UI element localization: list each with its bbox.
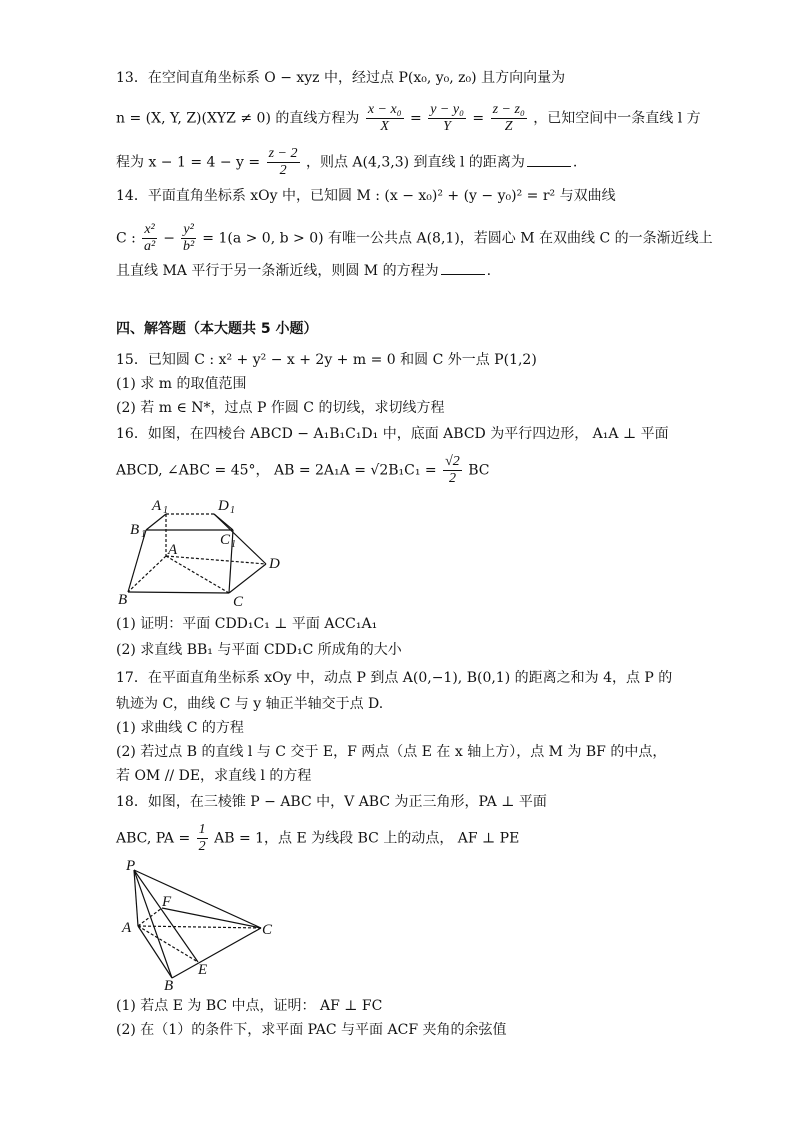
q17-line1: 17．在平面直角坐标系 xOy 中，动点 P 到点 A(0,−1), B(0,1) 的距离之和为 4，点 P 的: [116, 670, 673, 686]
fraction-x2-a2: $\frac{\text{x²}}{\text{a²}}$: [143, 222, 156, 254]
fraction-one-half: $\frac{1}{2}$: [198, 822, 206, 854]
answer-blank[interactable]: [527, 152, 571, 167]
q16-line4: (2) 求直线 BB₁ 与平面 CDD₁C 所成角的大小: [116, 642, 402, 658]
q17-line5: 若 OM // DE，求直线 l 的方程: [116, 768, 312, 784]
svg-text:1: 1: [231, 539, 236, 550]
q14-line2: C : $\frac{\text{x²}}{\text{a²}}$ − $\frac{\text{y²}}{\text{b²}}$ = 1(a > 0, b > 0) 有唯一公共点 A(8,1)，若圆心 M 在双曲线 C 的一条渐近线上: [116, 222, 713, 254]
label-D1: D: [218, 498, 229, 514]
label-C1: C: [220, 532, 231, 548]
label-C: C: [233, 594, 244, 610]
q16-line1: 16．如图，在四棱台 ABCD − A₁B₁C₁D₁ 中，底面 ABCD 为平行四边形， A₁A ⊥ 平面: [116, 426, 669, 442]
section-heading: 四、解答题（本大题共 5 小题）: [116, 321, 318, 337]
fraction-y2-b2: $\frac{\text{y²}}{\text{b²}}$: [183, 222, 195, 254]
q14-line3: 且直线 MA 平行于另一条渐近线，则圆 M 的方程为 .: [116, 260, 491, 281]
label-D: D: [269, 556, 280, 572]
q14-line1: 14．平面直角坐标系 xOy 中，已知圆 M : (x − x₀)² + (y − y₀)² = r² 与双曲线: [116, 188, 616, 204]
svg-text:1: 1: [230, 505, 235, 516]
q18-line2: ABC, PA = $\frac{1}{2}$ AB = 1，点 E 为线段 BC 上的动点， AF ⊥ PE: [116, 822, 520, 854]
label-A1: A: [152, 498, 162, 514]
q15-line1: 15．已知圆 C : x² + y² − x + 2y + m = 0 和圆 C 外一点 P(1,2): [116, 352, 537, 368]
q13-line3: 程为 x − 1 = 4 − y = $\frac{z - 2}{2}$ ，则点 A(4,3,3) 到直线 l 的距离为 .: [116, 146, 578, 178]
q18-line3: (1) 若点 E 为 BC 中点，证明： AF ⊥ FC: [116, 998, 383, 1014]
q13-line2-text-a: n = (X, Y, Z)(XYZ ≠ 0) 的直线方程为: [116, 110, 360, 127]
label-A: A: [122, 920, 132, 936]
q16-line2: ABCD, ∠ABC = 45°， AB = 2A₁A = √2B₁C₁ = $\frac{√2}{2}$ BC: [116, 454, 490, 486]
q13-line1: 13．在空间直角坐标系 O − xyz 中，经过点 P(x₀, y₀, z₀) 且方向向量为: [116, 70, 566, 86]
label-B: B: [118, 592, 128, 608]
fraction-z-minus-2: $\frac{z - 2}{2}$: [268, 146, 298, 178]
label-F: F: [162, 894, 172, 910]
answer-blank[interactable]: [441, 260, 485, 275]
q13-line2-text-b: ，已知空间中一条直线 l 方: [533, 110, 701, 127]
q18-line1: 18．如图，在三棱锥 P − ABC 中，V ABC 为正三角形，PA ⊥ 平面: [116, 794, 547, 810]
svg-text:1: 1: [163, 505, 168, 516]
fraction-y: $\frac{\text{y − y₀}}{Y}$: [430, 102, 464, 134]
label-C: C: [262, 922, 273, 938]
q15-line2: (1) 求 m 的取值范围: [116, 376, 247, 392]
label-E: E: [198, 962, 208, 978]
pyramid-figure: [116, 856, 286, 992]
q13-line2: n = (X, Y, Z)(XYZ ≠ 0) 的直线方程为 $\frac{\text{x − x₀}}{X}$ = $\frac{\text{y − y₀}}{Y}$ = $\frac{\text{z − z₀}}{Z}$ ，已知空间中一条直线 l 方: [116, 102, 701, 134]
fraction-x: $\frac{\text{x − x₀}}{X}$: [367, 102, 402, 134]
q15-line3: (2) 若 m ∈ N*，过点 P 作圆 C 的切线，求切线方程: [116, 400, 445, 416]
q16-line3: (1) 证明：平面 CDD₁C₁ ⊥ 平面 ACC₁A₁: [116, 616, 378, 632]
label-B: B: [164, 978, 174, 992]
frustum-figure: [116, 492, 296, 614]
q17-line2: 轨迹为 C，曲线 C 与 y 轴正半轴交于点 D.: [116, 696, 384, 712]
label-A: A: [168, 542, 178, 558]
q18-line4: (2) 在（1）的条件下，求平面 PAC 与平面 ACF 夹角的余弦值: [116, 1022, 507, 1038]
label-P: P: [126, 858, 136, 874]
fraction-root2-over-2: $\frac{√2}{2}$: [445, 454, 460, 486]
svg-text:1: 1: [141, 529, 146, 540]
fraction-z: $\frac{\text{z − z₀}}{Z}$: [492, 102, 525, 134]
label-B1: B: [130, 522, 140, 538]
q17-line4: (2) 若过点 B 的直线 l 与 C 交于 E，F 两点（点 E 在 x 轴上方），点 M 为 BF 的中点，: [116, 744, 667, 760]
q17-line3: (1) 求曲线 C 的方程: [116, 720, 244, 736]
